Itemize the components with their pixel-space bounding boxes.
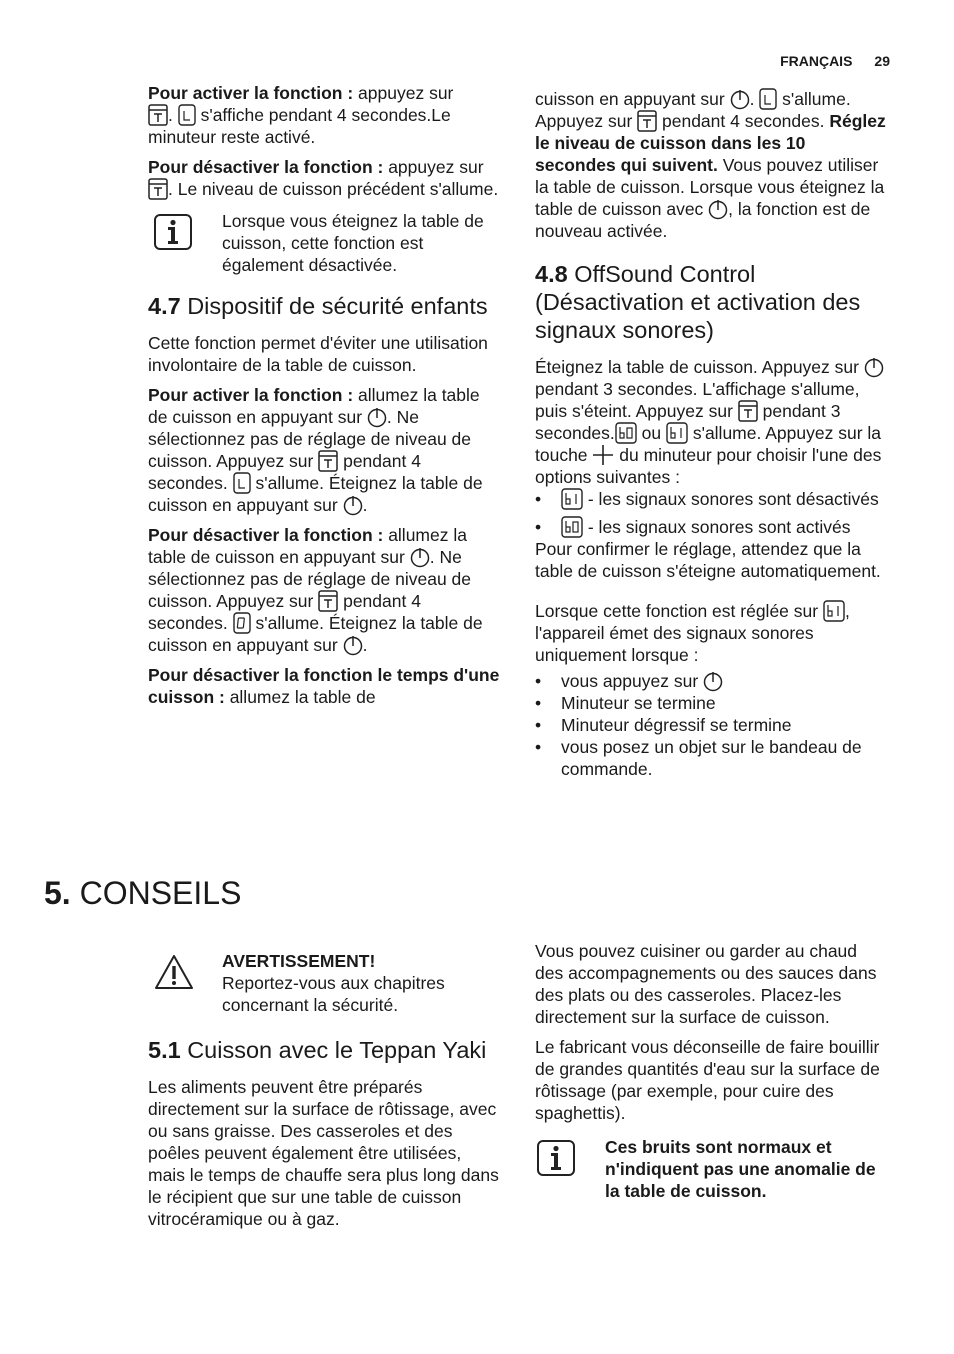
info-note (148, 210, 500, 276)
timer-lock-icon (318, 590, 338, 612)
warning-text: Reportez-vous aux chapitres concernant la sécurité. (222, 973, 445, 1015)
power-icon (708, 198, 728, 220)
timer-lock-icon (637, 110, 657, 132)
b0-display-icon (615, 422, 637, 444)
section-5-1-heading: 5.1 Cuisson avec le Teppan Yaki (148, 1037, 487, 1063)
power-icon (410, 546, 430, 568)
info-note (535, 1136, 887, 1202)
section-4-8-heading: 4.8 OffSound Control (Désactivation et activation des signaux sonores) (535, 261, 861, 343)
timer-lock-icon (318, 450, 338, 472)
list-item: • - les signaux sonores sont activés (535, 516, 887, 538)
chapter-5-heading: 5. CONSEILS (44, 875, 242, 911)
list-item: • vous appuyez sur (535, 670, 887, 692)
info-icon (154, 210, 192, 276)
timer-lock-icon (148, 104, 168, 126)
b1-display-icon (666, 422, 688, 444)
warning-icon (154, 950, 192, 1016)
page-header (780, 50, 890, 72)
chapter-5-left-column (148, 950, 500, 1238)
child-lock-temporary-continued: cuisson en appuyant sur . s'allume. Appuyez sur pendant 4 secondes. Réglez le niveau de cuisson dans les 10 secondes qui suivent. Vous pouvez utiliser la table de cuisson. Lorsque vous éteignez la table de cuisson avec , la fonction est de nouveau activée. (535, 89, 886, 241)
power-icon (343, 634, 363, 656)
warning-title: AVERTISSEMENT! (222, 951, 376, 971)
b0-display-icon (561, 516, 583, 538)
power-icon (703, 670, 723, 692)
timer-lock-icon (148, 178, 168, 200)
left-column (148, 82, 500, 716)
list-item: • vous posez un objet sur le bandeau de commande. (535, 736, 887, 780)
child-lock-activate-paragraph: Pour activer la fonction : allumez la table de cuisson en appuyant sur . Ne sélectionnez pas de réglage de niveau de cuisson. Appuyez sur pendant 4 secondes. s'allume. Éteignez la table de cuisson en appuyant sur . (148, 385, 483, 515)
keep-warm-paragraph: Vous pouvez cuisiner ou garder au chaud des accompagnements ou des sauces dans des plats ou des casseroles. Placez-les directement sur la surface de cuisson. (535, 941, 877, 1027)
chapter-5-right-column (535, 940, 887, 1218)
section-4-7-heading: 4.7 Dispositif de sécurité enfants (148, 293, 488, 319)
power-icon (343, 494, 363, 516)
list-item: • Minuteur dégressif se termine (535, 714, 887, 736)
child-lock-temporary-paragraph: Pour désactiver la fonction le temps d'une cuisson : allumez la table de (148, 665, 500, 707)
lock-icon (233, 472, 251, 494)
sound-conditions-list (535, 670, 887, 780)
b1-display-icon (823, 600, 845, 622)
confirm-paragraph: Pour confirmer le réglage, attendez que la table de cuisson s'éteigne automatiquement. (535, 539, 881, 581)
list-item: • Minuteur se termine (535, 692, 887, 714)
power-icon (367, 406, 387, 428)
info-note-text: Lorsque vous éteignez la table de cuisson, cette fonction est également désactivée. (222, 211, 484, 275)
power-icon (730, 88, 750, 110)
activate-timer-paragraph: Pour activer la fonction : appuyez sur . s'affiche pendant 4 secondes.Le minuteur reste activé. (148, 83, 454, 147)
header-language: FRANÇAIS (780, 53, 853, 69)
info-icon (537, 1136, 575, 1202)
zero-display-icon (233, 612, 251, 634)
timer-lock-icon (738, 400, 758, 422)
warning-note (148, 950, 500, 1016)
info-note-text: Ces bruits sont normaux et n'indiquent pas une anomalie de la table de cuisson. (605, 1137, 876, 1201)
power-icon (864, 356, 884, 378)
b1-display-icon (561, 488, 583, 510)
offsound-paragraph: Éteignez la table de cuisson. Appuyez sur pendant 3 secondes. L'affichage s'allume, puis s'éteint. Appuyez sur pendant 3 secondes. ou s'allume. Appuyez sur la touche du minuteur pour choisir l'une des options suivantes : (535, 356, 887, 488)
page-number: 29 (874, 53, 890, 69)
manufacturer-advice-paragraph: Le fabricant vous déconseille de faire bouillir de grandes quantités d'eau sur la surface de rôtissage (par exemple, pour cuire des spaghettis). (535, 1037, 880, 1123)
deactivate-timer-paragraph: Pour désactiver la fonction : appuyez sur . Le niveau de cuisson précédent s'allume. (148, 157, 499, 199)
right-column (535, 88, 887, 788)
lock-icon (178, 104, 196, 126)
list-item: • - les signaux sonores sont désactivés (535, 488, 887, 510)
child-lock-deactivate-paragraph: Pour désactiver la fonction : allumez la table de cuisson en appuyant sur . Ne sélectionnez pas de réglage de niveau de cuisson. Appuyez sur pendant 4 secondes. s'allume. Éteignez la table de cuisson en appuyant sur . (148, 525, 483, 655)
offsound-options-list (535, 488, 887, 538)
offsound-when-paragraph: Lorsque cette fonction est réglée sur , l'appareil émet des signaux sonores uniquement lorsque : (535, 601, 850, 665)
section-4-7-intro: Cette fonction permet d'éviter une utilisation involontaire de la table de cuisson. (148, 333, 488, 375)
lock-icon (759, 88, 777, 110)
section-5-1-text: Les aliments peuvent être préparés directement sur la surface de rôtissage, avec ou sans graisse. Des casseroles et des poêles peuvent également être utilisées, mais le temps de chauffe sera plus long dans le récipient que sur une table de cuisson vitrocéramique ou à gaz. (148, 1077, 499, 1229)
plus-icon (592, 444, 614, 466)
